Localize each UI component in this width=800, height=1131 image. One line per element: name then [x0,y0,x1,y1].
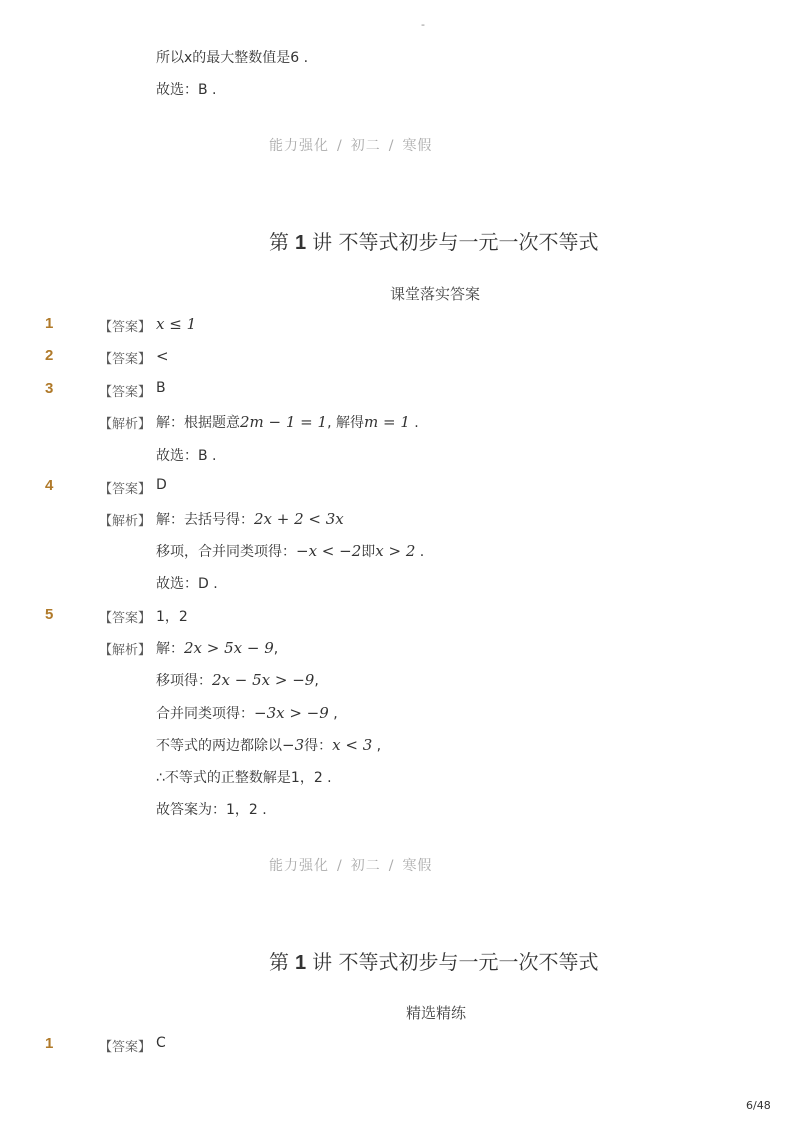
footer-part-1: 能力强化 [269,858,329,874]
analysis-math: −x < −2 [296,542,362,560]
answer-label: 【答案】 [99,385,152,400]
section-subtitle: 课堂落实答案 [390,285,481,303]
analysis-label: 【解析】 [99,417,152,432]
footer-sep: / [337,138,343,154]
analysis-math: 2x > 5x − 9 [184,639,274,657]
header-dash: - [421,18,425,31]
analysis-text: , [314,673,319,689]
analysis-math: 2x + 2 < 3x [254,510,344,528]
question-number: 2 [45,347,54,364]
analysis-text: , 解得 [327,415,364,431]
analysis-text: 解： [156,641,184,657]
analysis-math: −3 [282,736,305,754]
answer-label: 【答案】 [99,611,152,626]
prev-answer-choice: 故选：B . [156,82,217,98]
answer-math: < [156,347,169,365]
analysis-line: 故选：B . [156,448,217,464]
page-number: 6/48 [746,1099,771,1112]
answer-text: D [156,477,167,493]
analysis-text: 即 [361,544,376,560]
footer-part-2: 初二 [350,138,381,154]
analysis-math: −3x > −9 [254,704,329,722]
analysis-label: 【解析】 [99,643,152,658]
analysis-line [156,735,381,755]
analysis-text: 移项，合并同类项得： [156,544,296,560]
analysis-math: 2x − 5x > −9 [212,671,315,689]
analysis-text: . [409,415,419,431]
title-lecture-number: 1 [295,952,307,974]
analysis-line: 故选：D . [156,576,218,592]
analysis-text: . [415,544,425,560]
question-number: 1 [45,315,54,332]
page-footer-breadcrumb [269,855,432,875]
analysis-math: x > 2 [375,542,416,560]
analysis-math: x < 3 [332,736,373,754]
analysis-line: 故答案为：1，2 . [156,802,267,818]
footer-part-3: 寒假 [402,138,433,154]
footer-sep: / [388,858,395,874]
analysis-line [156,638,278,658]
analysis-text: 解：根据题意 [156,415,240,431]
question-number: 3 [45,380,54,397]
analysis-math: 2m − 1 = 1 [240,413,328,431]
analysis-text: , [372,738,382,754]
answer-label: 【答案】 [99,1040,152,1055]
title-post: 讲 不等式初步与一元一次不等式 [312,950,599,974]
analysis-line [156,703,338,723]
footer-sep: / [388,138,395,154]
page-footer-breadcrumb [269,135,432,155]
section-title [269,946,598,975]
analysis-line [156,412,419,432]
footer-part-3: 寒假 [402,858,433,874]
analysis-math: m = 1 [363,413,410,431]
analysis-line [156,670,319,690]
analysis-line: ∴不等式的正整数解是1，2 . [156,770,332,786]
analysis-label: 【解析】 [99,514,152,529]
answer-text: 1，2 [156,609,188,625]
title-pre: 第 [269,230,289,254]
section-subtitle: 精选精练 [406,1004,467,1022]
analysis-line [156,509,344,529]
analysis-text: 解：去括号得： [156,512,254,528]
analysis-text: 合并同类项得： [156,706,254,722]
footer-part-2: 初二 [350,858,381,874]
answer-label: 【答案】 [99,482,152,497]
title-post: 讲 不等式初步与一元一次不等式 [312,230,599,254]
question-number: 5 [45,606,54,623]
analysis-line [156,541,424,561]
answer-math: x ≤ 1 [156,315,197,333]
analysis-text: 不等式的两边都除以 [156,738,282,754]
answer-label: 【答案】 [99,320,152,335]
title-lecture-number: 1 [295,232,307,254]
analysis-text: , [328,706,338,722]
answer-label: 【答案】 [99,352,152,367]
question-number: 4 [45,477,54,494]
analysis-text: 移项得： [156,673,212,689]
title-pre: 第 [269,950,289,974]
analysis-text: , [273,641,279,657]
answer-text: B [156,380,166,396]
question-number: 1 [45,1035,54,1052]
prev-answer-line: 所以x的最大整数值是6 . [156,50,309,66]
section-title [269,226,598,255]
footer-sep: / [337,858,343,874]
analysis-text: 得： [304,738,333,754]
answer-text: C [156,1035,166,1051]
footer-part-1: 能力强化 [269,138,329,154]
